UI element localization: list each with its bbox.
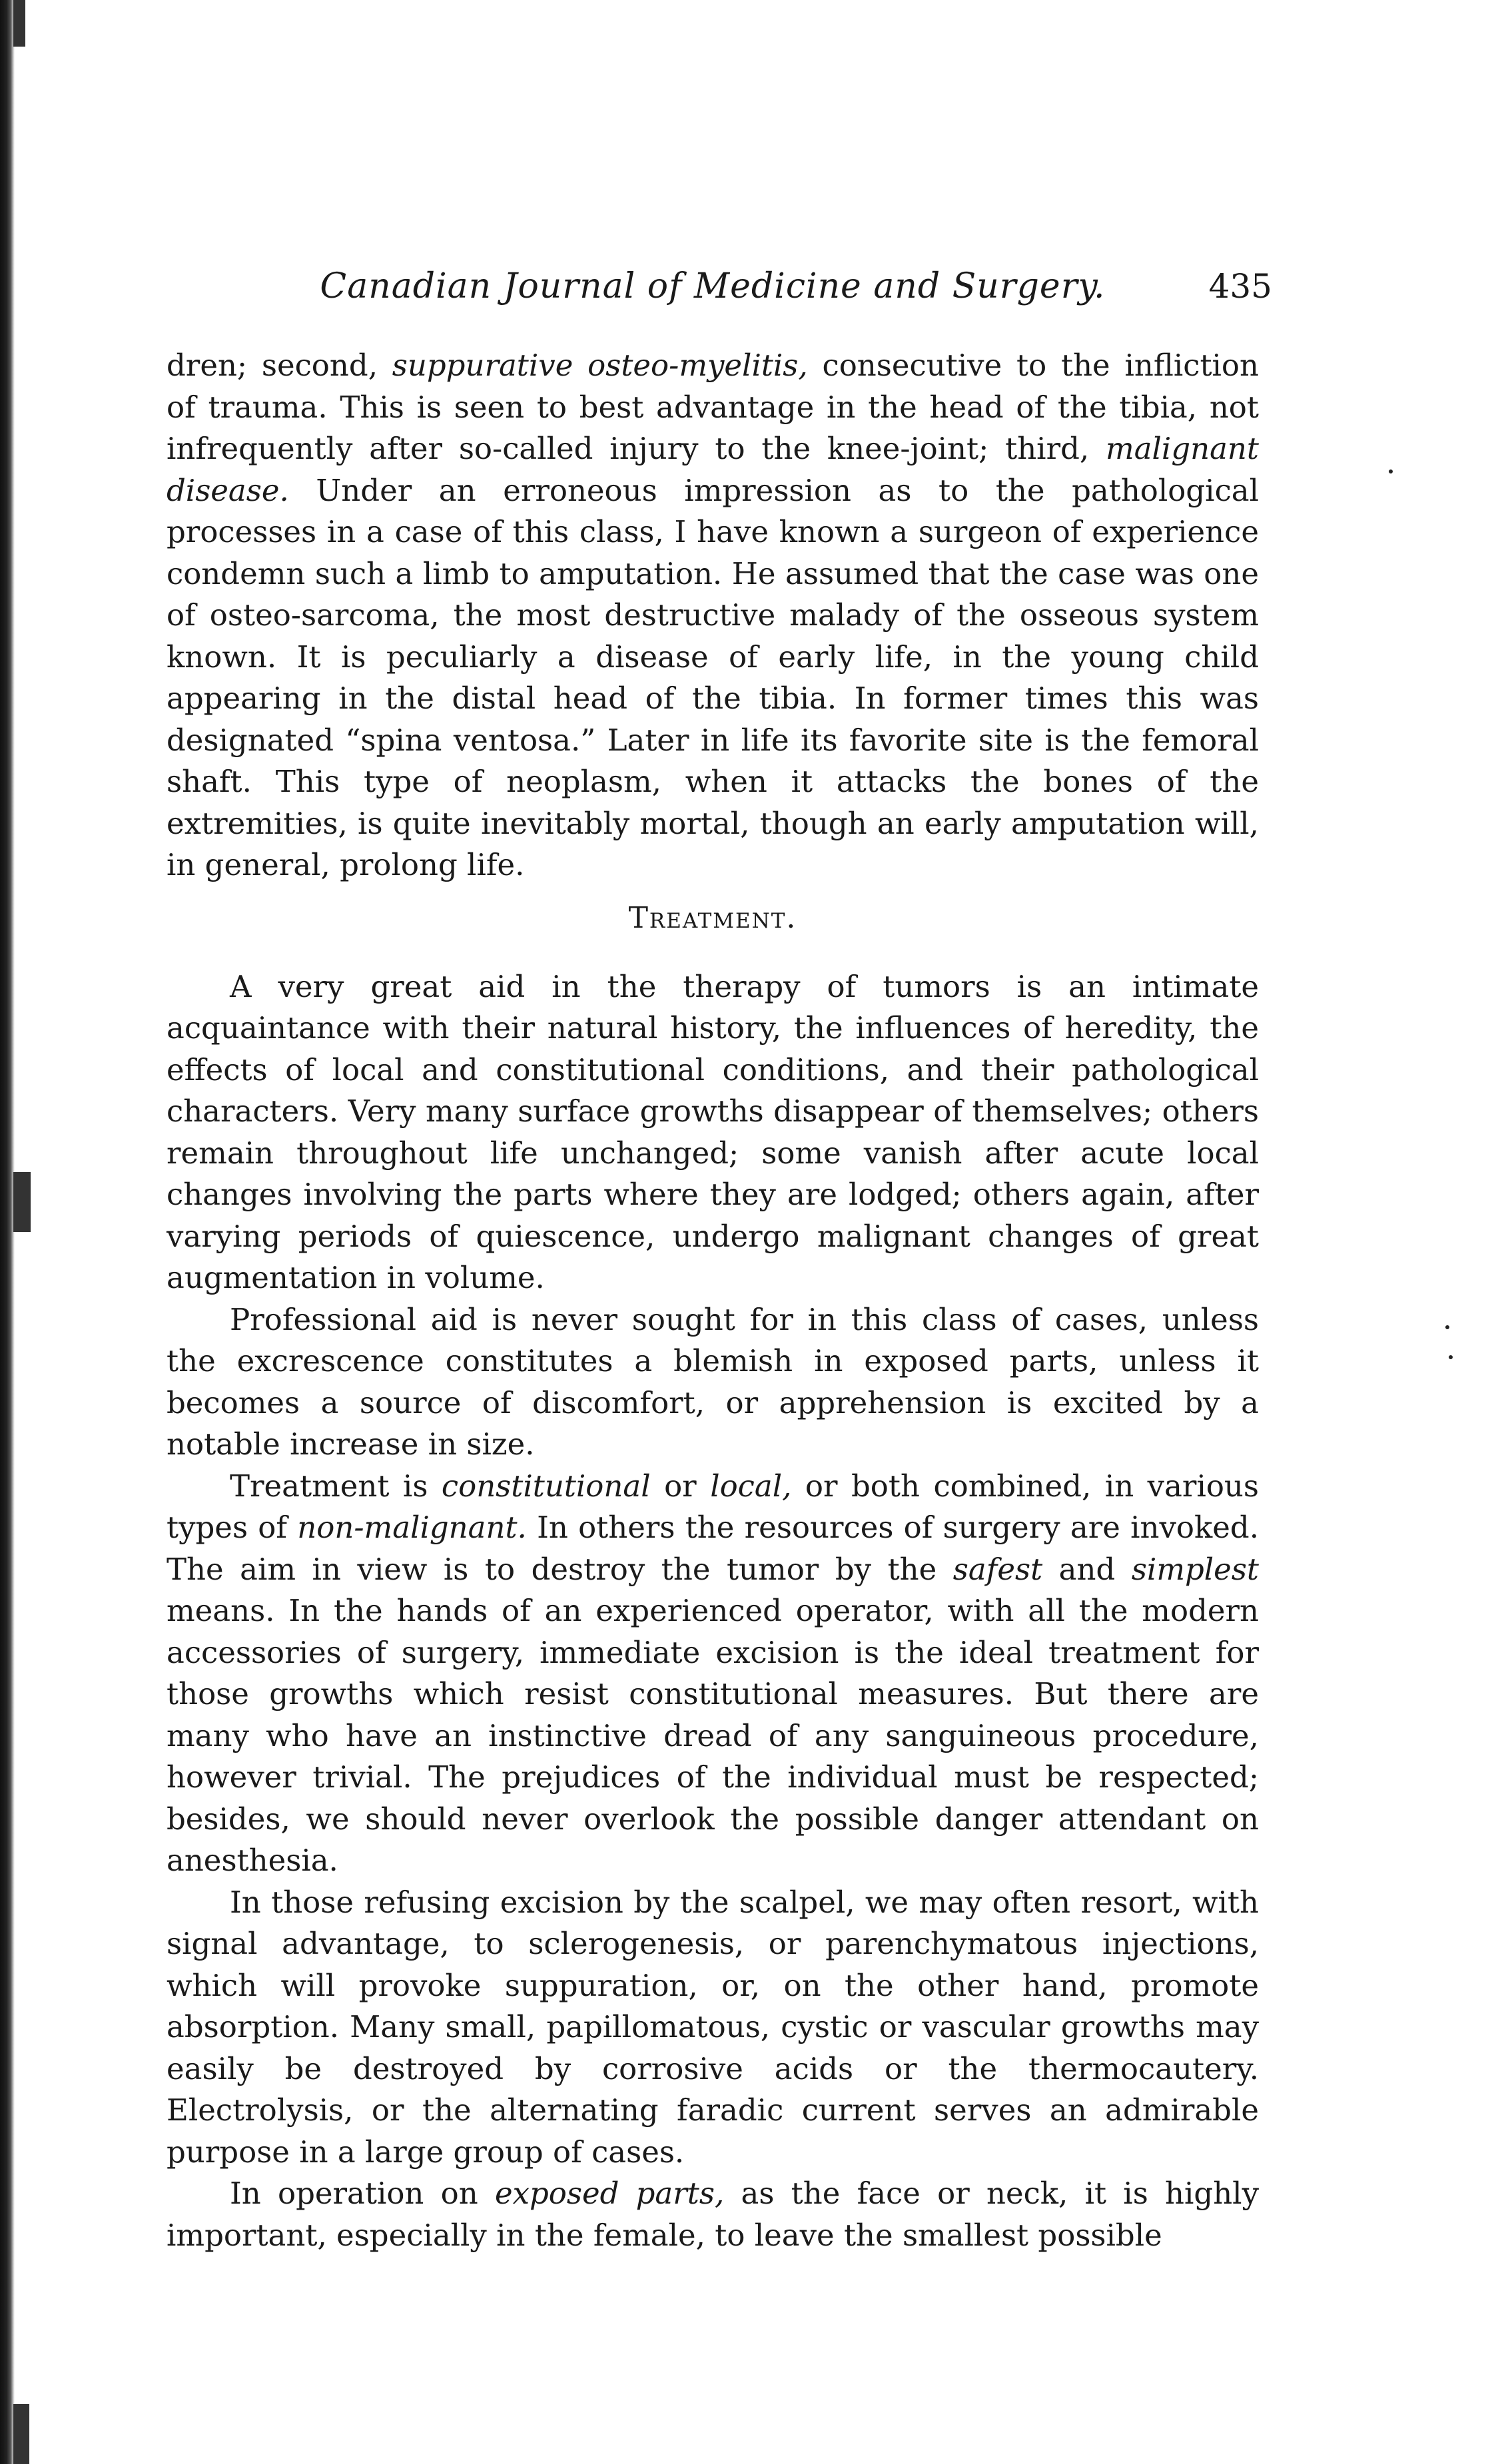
text-run: as the face or neck, it is highly important, especially in the female, to leave the smallest possible [167, 2176, 1259, 2253]
italic-text-run: exposed parts, [494, 2176, 725, 2211]
paragraph [167, 1466, 1259, 1882]
text-run: In those refusing excision by the scalpel, we may often resort, with signal advantage, to sclerogenesis, or parenchymatous injections, which will provoke suppuration, or, on the other hand, promote absorption. Many small, papillomatous, cystic or vascular growths may easily be destroyed by corrosive acids or the thermocautery. Electrolysis, or the alternating faradic current serves an admirable purpose in a large group of cases. [167, 1884, 1259, 2170]
ink-speck [1389, 469, 1393, 473]
italic-text-run: constitutional [441, 1468, 651, 1504]
italic-text-run: suppurative osteo-myelitis, [392, 348, 808, 383]
italic-text-run: local, [710, 1468, 792, 1504]
ink-speck [1449, 1355, 1453, 1359]
text-run: In others the resources of surgery are invoked. The aim in view is to destroy the tumor by the [167, 1510, 1259, 1587]
text-run: or [650, 1468, 711, 1504]
text-run: dren; second, [167, 348, 392, 383]
journal-title: Canadian Journal of Medicine and Surgery. [320, 266, 1106, 306]
italic-text-run: malignant disease. [167, 431, 1259, 508]
page-number: 435 [1208, 267, 1272, 306]
page-binding-edge [0, 0, 15, 2464]
binding-stain [13, 0, 25, 47]
paragraph [167, 345, 1259, 886]
text-run: consecutive to the infliction of trauma. This is seen to best advantage in the head of the tibia, not infrequently after so-called injury to the knee-joint; third, [167, 348, 1260, 466]
article-body [167, 345, 1259, 2256]
text-run: A very great aid in the therapy of tumors is an intimate acquaintance with their natural history, the influences of heredity, the effects of local and constitutional conditions, and their pathological characters. Very many surface growths disappear of themselves; others remain throughout life unchanged; some vanish after acute local changes involving the parts where they are lodged; others again, after varying periods of quiescence, undergo malignant changes of great augmentation in volume. [167, 968, 1259, 1295]
text-run: means. In the hands of an experienced operator, with all the modern accessories of surgery, immediate excision is the ideal treatment for those growths which resist constitutional measures. But there are many who have an instinctive dread of any sanguineous procedure, however trivial. The prejudices of the individual must be respected; besides, we should never overlook the possible danger attendant on anesthesia. [167, 1593, 1259, 1878]
ink-speck [1445, 1325, 1449, 1329]
text-run: Treatment is [230, 1468, 442, 1504]
paragraph [167, 966, 1259, 1299]
text-run: and [1042, 1551, 1132, 1587]
italic-text-run: non-malignant. [297, 1510, 527, 1545]
section-heading: Treatment. [628, 900, 797, 935]
running-header [167, 263, 1272, 310]
binding-stain [13, 2404, 29, 2464]
italic-text-run: safest [952, 1551, 1043, 1587]
paragraph [167, 2173, 1259, 2256]
paragraph [167, 1882, 1259, 2174]
text-run: or both combined, in various types of [167, 1468, 1260, 1545]
text-run: In operation on [230, 2176, 495, 2211]
text-run: Professional aid is never sought for in this class of cases, unless the excrescence constitutes a blemish in exposed parts, unless it becomes a source of discomfort, or apprehension is excited by a notable increase in size. [167, 1301, 1259, 1462]
text-run: Under an erroneous impression as to the pathological processes in a case of this class, I have known a surgeon of experience condemn such a limb to amputation. He assumed that the case was one of osteo-sarcoma, the most destructive malady of the osseous system known. It is peculiarly a disease of early life, in the young child appearing in the distal head of the tibia. In former times this was designated “spina ventosa.” Later in life its favorite site is the femoral shaft. This type of neoplasm, when it attacks the bones of the extremities, is quite inevitably mortal, though an early amputation will, in general, prolong life. [167, 472, 1259, 882]
binding-stain [13, 1172, 31, 1232]
italic-text-run: simplest [1131, 1551, 1259, 1587]
paragraph [167, 1299, 1259, 1466]
